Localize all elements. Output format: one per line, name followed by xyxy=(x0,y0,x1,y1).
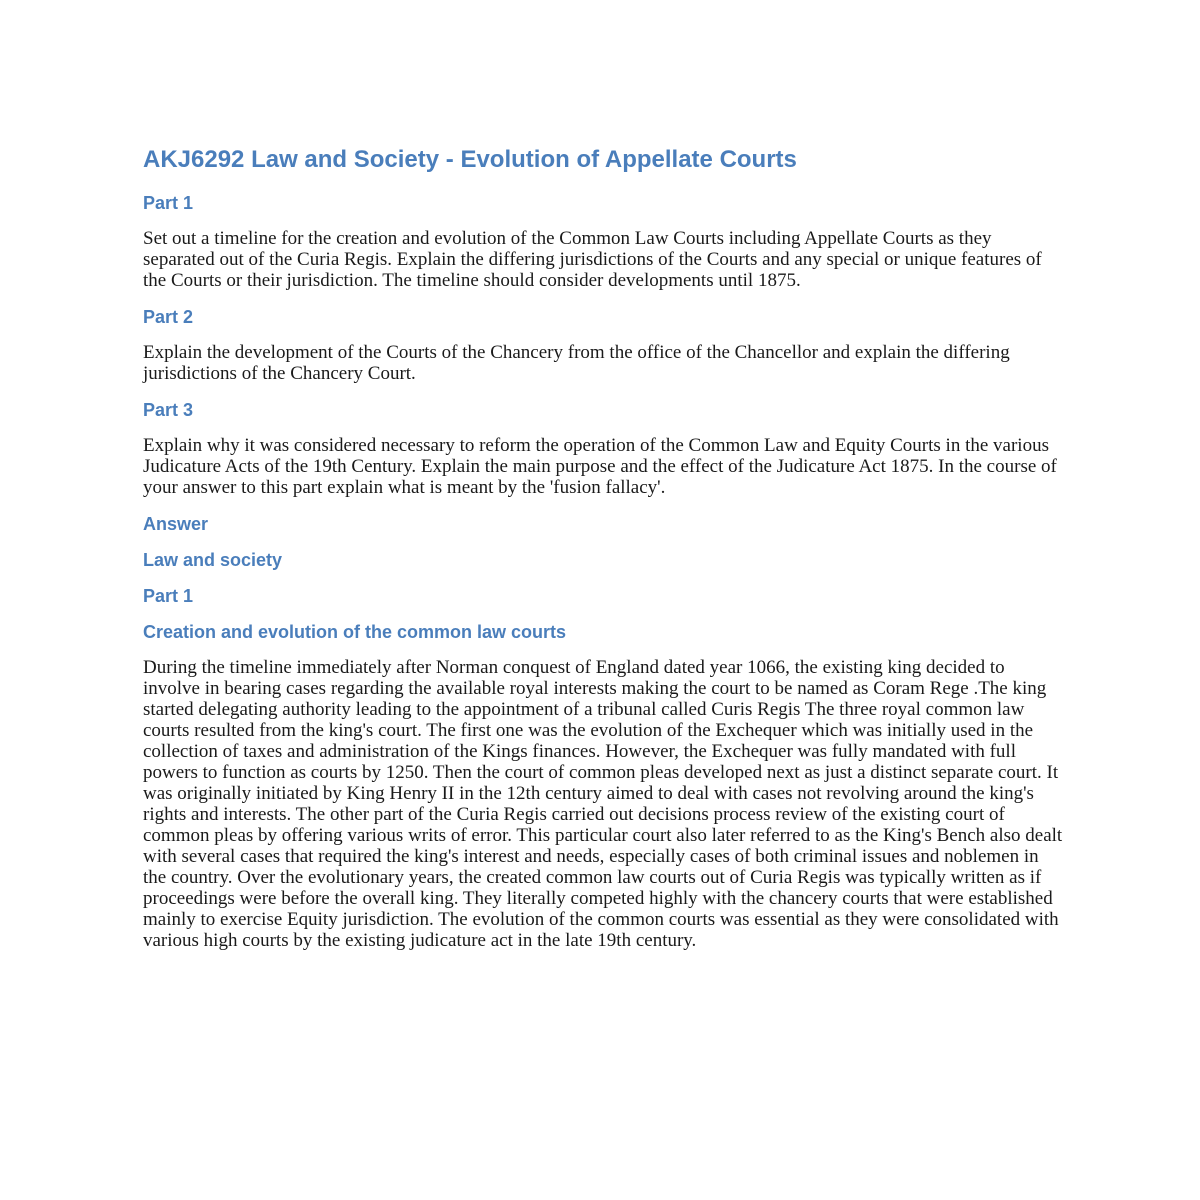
heading-answer-part-1: Part 1 xyxy=(143,586,194,606)
heading-question-part-1: Part 1 xyxy=(143,193,194,213)
heading-question-part-3: Part 3 xyxy=(143,400,194,420)
paragraph-question-part-1: Set out a timeline for the creation and evolution of the Common Law Courts including Appellate Courts as they separated out of the Curia Regis. Explain the differing jurisdictions of the Courts and any special or unique features of the Courts or their jurisdiction. The timeline should consider developments until 1875. xyxy=(143,228,1042,291)
heading-law-and-society: Law and society xyxy=(143,550,283,570)
heading-question-part-2: Part 2 xyxy=(143,307,194,327)
paragraph-question-part-2: Explain the development of the Courts of the Chancery from the office of the Chancellor and explain the differing jurisdictions of the Chancery Court. xyxy=(143,342,1010,384)
paragraph-answer-part-1: During the timeline immediately after Norman conquest of England dated year 1066, the existing king decided to involve in bearing cases regarding the available royal interests making the court to be named as Coram Rege .The king started delegating authority leading to the appointment of a tribunal called Curis Regis The three royal common law courts resulted from the king's court. The first one was the evolution of the Exchequer which was initially used in the collection of taxes and administration of the Kings finances. However, the Exchequer was fully mandated with full powers to function as courts by 1250. Then the court of common pleas developed next as just a distinct separate court. It was originally initiated by King Henry II in the 12th century aimed to deal with cases not revolving around the king's rights and interests. The other part of the Curia Regis carried out decisions process review of the existing court of common pleas by offering various writs of error. This particular court also later referred to as the King's Bench also dealt with several cases that required the king's interest and needs, especially cases of both criminal issues and noblemen in the country. Over the evolutionary years, the created common law courts out of Curia Regis was typically written as if proceedings were before the overall king. They literally competed highly with the chancery courts that were established mainly to exercise Equity jurisdiction. The evolution of the common courts was essential as they were consolidated with various high courts by the existing judicature act in the late 19th century. xyxy=(143,657,1063,951)
document-title: AKJ6292 Law and Society - Evolution of Appellate Courts xyxy=(143,146,797,173)
paragraph-question-part-3: Explain why it was considered necessary to reform the operation of the Common Law and Equity Courts in the various Judicature Acts of the 19th Century. Explain the main purpose and the effect of the Judicature Act 1875. In the course of your answer to this part explain what is meant by the 'fusion fallacy'. xyxy=(143,435,1057,498)
document-page xyxy=(143,146,1063,967)
heading-answer: Answer xyxy=(143,514,209,534)
heading-creation-evolution-common-law-courts: Creation and evolution of the common law courts xyxy=(143,622,567,642)
